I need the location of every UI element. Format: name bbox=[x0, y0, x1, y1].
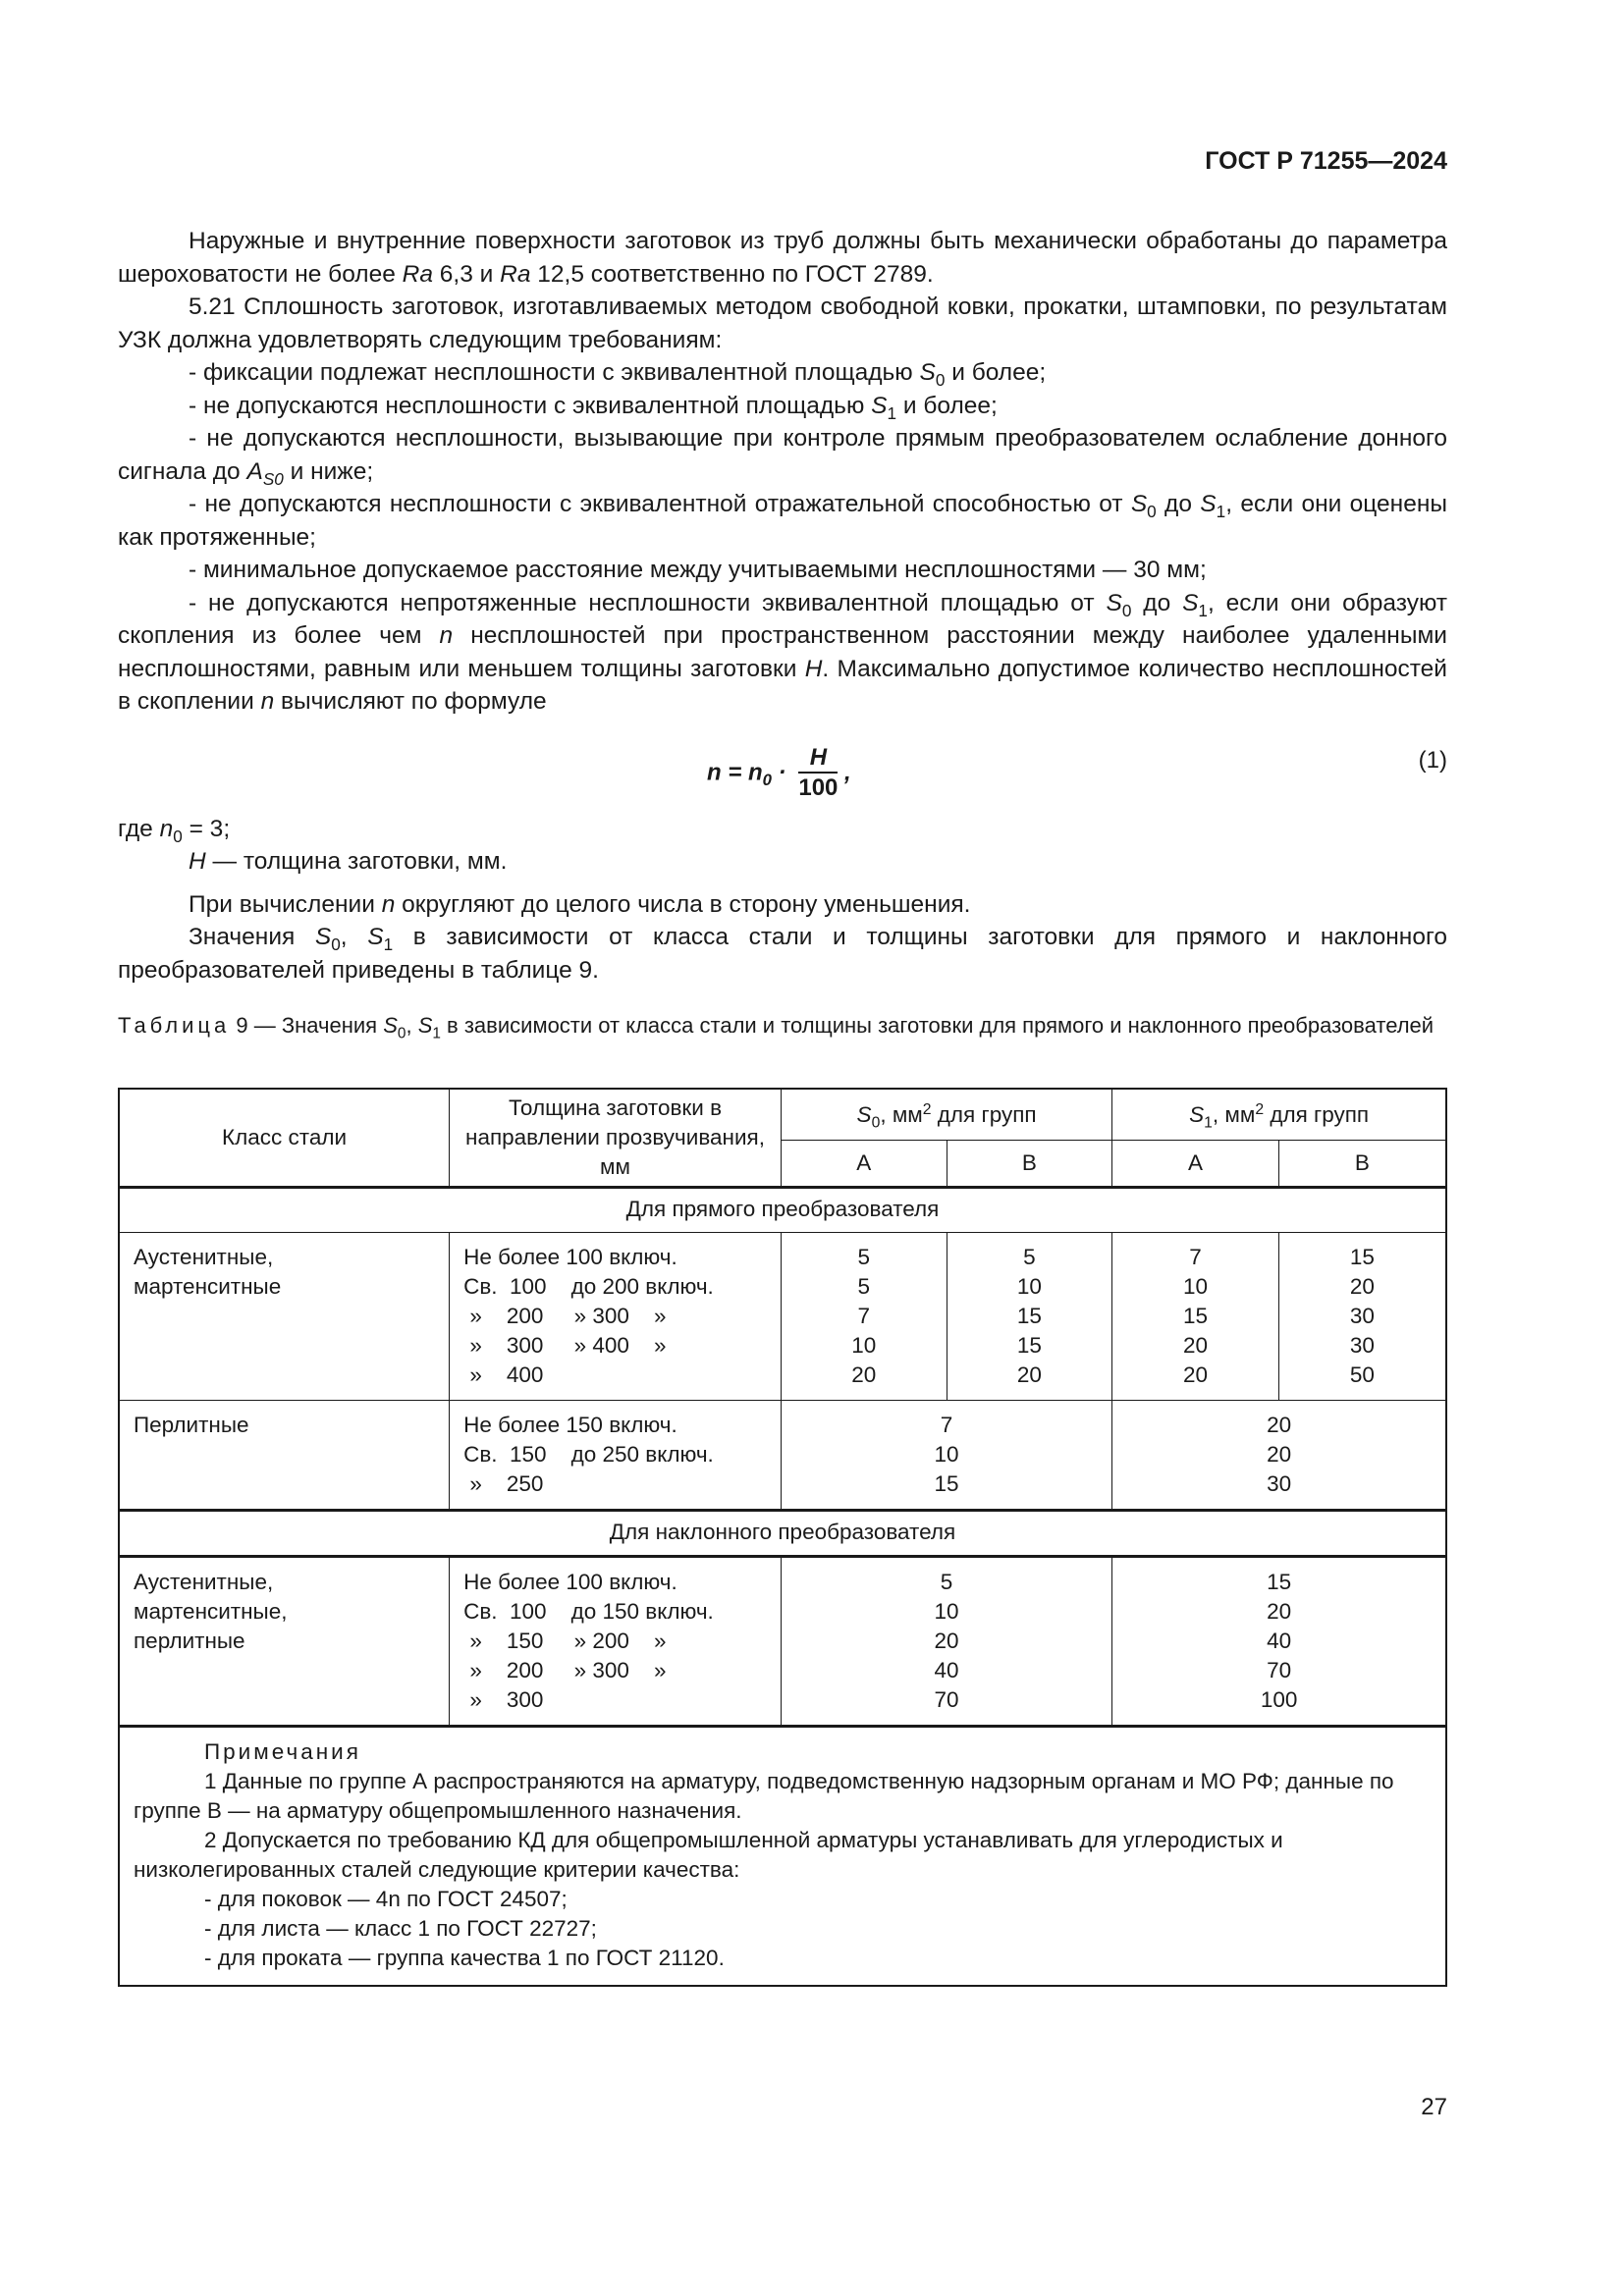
values-reference: Значения $S_0$, $S_1$ в зависимости от класса стали и толщины заготовки для прямого и наклонного преобразователей приведены в таблице 9. bbox=[118, 924, 1447, 984]
paragraph-surfaces: Наружные и внутренние поверхности заготовок из труб должны быть механически обработаны до параметра шероховатости не более Ra 6,3 и Ra 12,5 соответственно по ГОСТ 2789. bbox=[118, 228, 1447, 288]
header-s0-group-b: В bbox=[947, 1141, 1112, 1188]
header-s1-group-a: А bbox=[1112, 1141, 1279, 1188]
notes-title: Примечания bbox=[204, 1739, 361, 1764]
header-s1: $S_1$, $мм^2$ для групп bbox=[1112, 1089, 1446, 1141]
document-id-header: ГОСТ Р 71255—2024 bbox=[1205, 147, 1447, 175]
table-9 bbox=[118, 1088, 1447, 1987]
formula-fraction: $\frac{H}{100}$ bbox=[798, 743, 839, 801]
formula-expression: $n = n_0$ · $\frac{H}{100}$ , bbox=[707, 743, 851, 801]
steel-class-cell: Аустенитные, мартенситные, перлитные bbox=[119, 1557, 450, 1727]
rounding-note: При вычислении n округляют до целого числа в сторону уменьшения. bbox=[189, 890, 971, 918]
bullet-s1-forbidden: - не допускаются несплошности с эквивалентной площадью $S_1$ и более; bbox=[189, 392, 998, 423]
bullet-min-distance: - минимальное допускаемое расстояние между учитываемыми несплошностями — 30 мм; bbox=[189, 557, 1207, 583]
s1-b-cell: 15 20 30 30 50 bbox=[1278, 1233, 1446, 1401]
page-number: 27 bbox=[1421, 2094, 1447, 2120]
thickness-cell: Не более 150 включ. Св. 150 до 250 включ. » 250 bbox=[450, 1401, 782, 1511]
header-thickness: Толщина заготовки в направлении прозвучивания, мм bbox=[450, 1089, 782, 1188]
header-s1-group-b: В bbox=[1278, 1141, 1446, 1188]
table-notes bbox=[119, 1727, 1446, 1987]
s0-merged-cell: 7 10 15 bbox=[781, 1401, 1111, 1511]
formula-number: (1) bbox=[1418, 746, 1447, 774]
table-row bbox=[119, 1401, 1446, 1511]
s0-a-cell: 5 5 7 10 20 bbox=[781, 1233, 947, 1401]
bullet-clusters: - не допускаются непротяженные несплошности эквивалентной площадью от $S_0$ до $S_1$, если они образуют скопления из более чем n несплошностей при пространственном расстоянии между наиболее удаленными несплошностями, равным или меньшем толщины заготовки H. Максимально допустимое количество несплошностей в скоплении n вычисляют по формуле bbox=[118, 589, 1448, 715]
note-2-item: - для поковок — 4n по ГОСТ 24507; bbox=[204, 1887, 568, 1911]
thickness-cell: Не более 100 включ. Св. 100 до 200 включ. » 200 » 300 » » 300 » 400 » » 400 bbox=[450, 1233, 782, 1401]
steel-class-cell: Перлитные bbox=[119, 1401, 450, 1511]
header-s0: $S_0$, $мм^2$ для групп bbox=[781, 1089, 1111, 1141]
steel-class-cell: Аустенитные, мартенситные bbox=[119, 1233, 450, 1401]
thickness-cell: Не более 100 включ. Св. 100 до 150 включ. » 150 » 200 » » 200 » 300 » » 300 bbox=[450, 1557, 782, 1727]
table-row bbox=[119, 1557, 1446, 1727]
bullet-fixation: - фиксации подлежат несплошности с эквивалентной площадью $S_0$ и более; bbox=[189, 359, 1047, 390]
section-angle-probe: Для наклонного преобразователя bbox=[119, 1511, 1446, 1557]
s0-b-cell: 5 10 15 15 20 bbox=[947, 1233, 1112, 1401]
bullet-extended: - не допускаются несплошности с эквивалентной отражательной способностью от $S_0$ до $S_1$, если они оценены как протяженные; bbox=[118, 491, 1447, 551]
table-row bbox=[119, 1233, 1446, 1401]
s0-merged-cell: 5 10 20 40 70 bbox=[781, 1557, 1111, 1727]
header-s0-group-a: А bbox=[781, 1141, 947, 1188]
table-caption: Таблица 9 — Значения $S_0$, $S_1$ в зависимости от класса стали и толщины заготовки для прямого и наклонного преобразователей bbox=[118, 1013, 1435, 1042]
note-2-item: - для проката — группа качества 1 по ГОСТ 21120. bbox=[204, 1946, 725, 1970]
paragraph-5-21: 5.21 Сплошность заготовок, изготавливаемых методом свободной ковки, прокатки, штамповки, по результатам УЗК должна удовлетворять следующим требованиям: bbox=[118, 294, 1447, 353]
where-n0: где $n_0 = 3$; bbox=[118, 815, 231, 846]
header-steel-class: Класс стали bbox=[119, 1089, 450, 1188]
bullet-bottom-signal: - не допускаются несплошности, вызывающие при контроле прямым преобразователем ослабление донного сигнала до $A_{S0}$ и ниже; bbox=[118, 425, 1447, 489]
note-1: 1 Данные по группе А распространяются на арматуру, подведомственную надзорным органам и МО РФ; данные по группе В — на арматуру общепромышленного назначения. bbox=[134, 1769, 1394, 1823]
body-text bbox=[118, 225, 1447, 987]
where-h: H — толщина заготовки, мм. bbox=[189, 848, 508, 875]
s1-merged-cell: 20 20 30 bbox=[1112, 1401, 1446, 1511]
s1-merged-cell: 15 20 40 70 100 bbox=[1112, 1557, 1446, 1727]
s1-a-cell: 7 10 15 20 20 bbox=[1112, 1233, 1279, 1401]
formula-1 bbox=[118, 734, 1447, 805]
note-2-item: - для листа — класс 1 по ГОСТ 22727; bbox=[204, 1916, 597, 1941]
section-direct-probe: Для прямого преобразователя bbox=[119, 1188, 1446, 1233]
note-2: 2 Допускается по требованию КД для общепромышленной арматуры устанавливать для углеродистых и низколегированных сталей следующие критерии качества: bbox=[134, 1828, 1283, 1882]
